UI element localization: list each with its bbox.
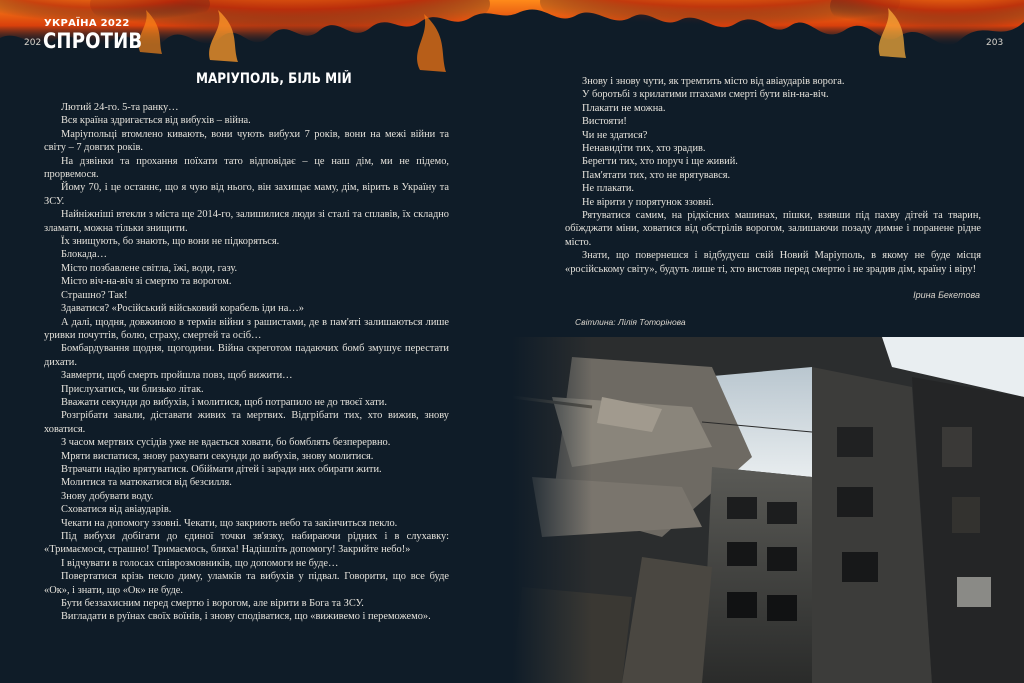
section-subtitle: УКРАЇНА 2022 [44,18,130,29]
paragraph: Місто позбавлене світла, їжі, води, газу. [61,262,238,274]
paragraph: Вистояти! [582,116,627,128]
paragraph: Чи не здатися? [582,129,648,141]
paragraph: Втрачати надію врятуватися. Обіймати дітей і заради них обирати жити. [61,463,382,475]
paragraph: З часом мертвих сусідів уже не вдається ховати, бо бомблять безперервно. [61,437,391,449]
paragraph: Мряти виспатися, знову рахувати секунди до вибухів, знову молитися. [61,450,374,462]
paragraph: Знову і знову чути, як тремтить місто від авіаударів ворога. [582,76,845,87]
paragraph: Бути беззахисним перед смертю і ворогом, але вірити в Бога та ЗСУ. [61,598,364,610]
paragraph: Маріупольці втомлено кивають, вони чують вибухи 7 років, вони на межі війни та світу – 7 довгих років. [44,128,449,154]
paragraph: Рятуватися самим, на рідкісних машинах, пішки, взявши під пахву дітей та тварин, обїжджати міни, ховатися від обстрілів ворогом, залишаючи позаду димне і поранене рідне місто. [565,210,981,248]
paragraph: Розгрібати завали, діставати живих та мертвих. Відгрібати тих, хто вижив, знову ховатися. [44,410,449,435]
section-title: СПРОТИВ [43,29,143,53]
photo-credit: Світлина: Лілія Тоторінова [575,317,686,327]
paragraph: Не плакати. [582,183,635,195]
paragraph: Знову добувати воду. [61,490,154,502]
paragraph: Вся країна здригається від вибухів – війна. [61,115,251,127]
paragraph: Місто віч-на-віч зі смертю та ворогом. [61,276,232,288]
article-title: МАРІУПОЛЬ, БІЛЬ МІЙ [196,71,352,87]
paragraph: Завмерти, щоб смерть пройшла повз, щоб вижити… [61,370,293,382]
paragraph: Вважати секунди до вибухів, і молитися, щоб потрапило не до твоєї хати. [61,396,387,408]
page-number-right: 203 [986,38,1004,48]
paragraph: На дзвінки та прохання поїхати тато відповідає – це наш дім, ми не підемо, прорвемося. [44,155,449,181]
right-text-column [565,75,981,276]
paragraph: У боротьбі з крилатими птахами смерті бути він-на-віч. [582,89,829,101]
paragraph: Пам'ятати тих, хто не врятувався. [582,169,731,181]
fire-banner [0,0,1024,78]
author-signature: Ірина Бекетова [913,290,980,300]
paragraph: Блокада… [61,249,108,261]
paragraph: Під вибухи добігати до єдиної точки зв'язку, набираючи рідних і в слухавку: «Тримаємося, страшно! Тримаємось, бляха! Надішліть допомогу! Закрийте небо!» [44,531,449,556]
paragraph: Страшно? Так! [61,289,128,301]
paragraph: Плакати не можна. [582,102,666,114]
page-number-left: 202 [24,38,42,48]
paragraph: Берегти тих, хто поруч і ще живий. [582,156,738,168]
paragraph: Ненавидіти тих, хто зрадив. [582,143,706,155]
paragraph: Прислухатись, чи близько літак. [61,383,204,395]
paragraph: І відчувати в голосах співрозмовників, що допомоги не буде… [61,557,339,569]
paragraph: Вигладати в руїнах своїх воїнів, і знову сподіватися, що «виживемо і переможемо». [61,611,431,623]
paragraph: Лютий 24-го. 5-та ранку… [61,102,179,113]
paragraph: Знати, що повернешся і відбудуєш свій Новий Маріуполь, в якому не буде місця «російському світу», будуть лише ті, хто вистояв перед смертю і не зрадив дім, країну і віру! [565,250,981,275]
paragraph: Здаватися? «Російський військовий корабель іди на…» [61,303,304,315]
paragraph: Молитися та матюкатися від безсилля. [61,477,232,489]
left-text-column [44,101,449,624]
paragraph: Бомбардування щодня, щогодини. Війна скреготом падаючих бомб змушує перестати дихати. [44,343,449,368]
paragraph: Їх знищують, бо знають, що вони не підкоряться. [61,236,280,248]
paragraph: Найніжніші втекли з міста ще 2014-го, залишилися люди зі сталі та сплавів, їх складно зламати, можна тільки знищити. [44,209,449,234]
destroyed-building-photo [512,337,1024,683]
paragraph: А далі, щодня, довжиною в термін війни з рашистами, де в пам'яті залишаються лише уривки почуттів, болю, страху, смертей та осіб… [44,316,449,341]
paragraph: Чекати на допомогу ззовні. Чекати, що закриють небо та закінчиться пекло. [61,517,398,529]
paragraph: Повертатися крізь пекло диму, уламків та вибухів у підвал. Говорити, що все буде «Ок», і знати, що «Ок» не буде. [44,571,449,596]
paragraph: Не вірити у порятунок ззовні. [582,196,714,208]
paragraph: Йому 70, і це останнє, що я чую від нього, він захищає маму, дім, вірить в Україну та ЗСУ. [44,182,449,207]
paragraph: Сховатися від авіаударів. [61,504,172,516]
